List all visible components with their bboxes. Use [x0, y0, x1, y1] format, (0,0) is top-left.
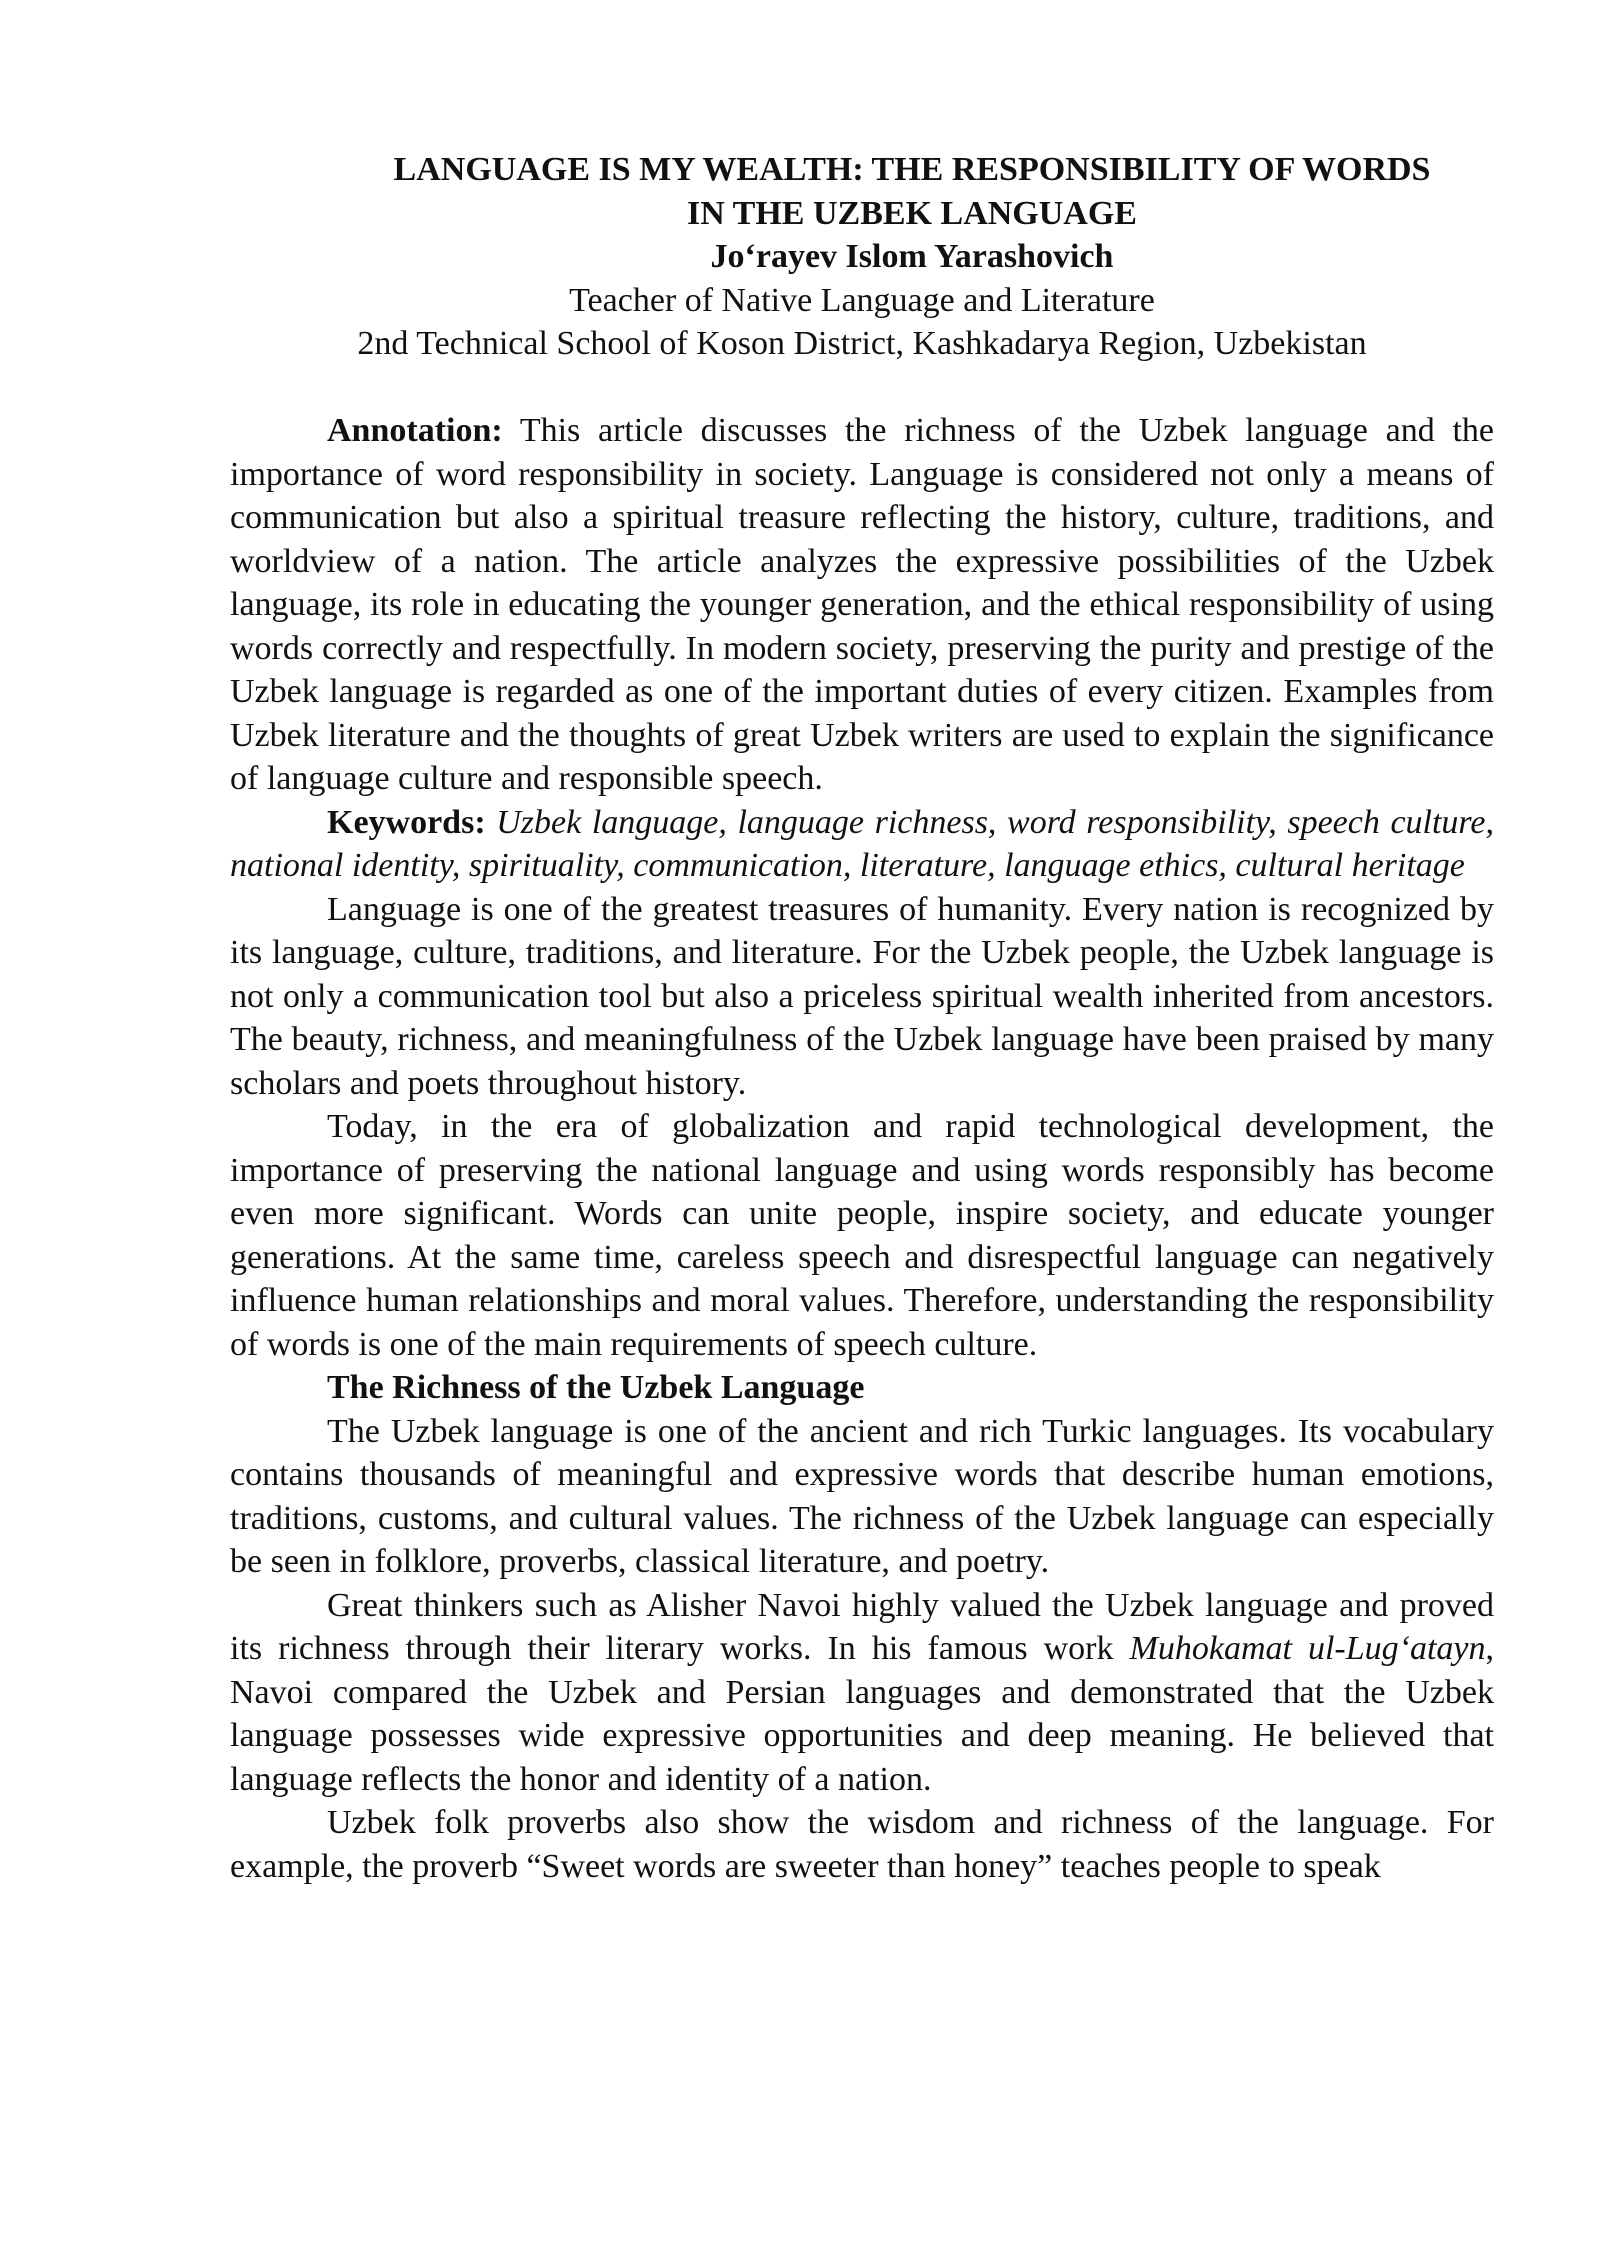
section-paragraph [230, 1584, 1494, 1802]
title-line: IN THE UZBEK LANGUAGE [687, 194, 1137, 232]
section-paragraph: Uzbek folk proverbs also show the wisdom and richness of the language. For example, the proverb “Sweet words are sweeter than honey” teaches people to speak [230, 1804, 1494, 1885]
paper-title [330, 148, 1494, 235]
author-name: Jo‘rayev Islom Yarashovich [710, 238, 1114, 275]
paragraph-text: Great thinkers such as Alisher Navoi highly valued the Uzbek language and proved its richness through their literary works. In his famous work [230, 1586, 1494, 1667]
author-position: Teacher of Native Language and Literature [569, 281, 1155, 319]
title-line: LANGUAGE IS MY WEALTH: THE RESPONSIBILITY OF WORDS [393, 151, 1431, 188]
section-heading: The Richness of the Uzbek Language [327, 1369, 865, 1406]
keywords-paragraph [230, 801, 1494, 888]
keywords-label: Keywords: [327, 803, 486, 841]
annotation-paragraph [230, 409, 1494, 801]
annotation-text: This article discusses the richness of the Uzbek language and the importance of word responsibility in society. Language is considered not only a means of communication but also a spiritual treasure reflecting the history, culture, traditions, and worldview of a nation. The article analyzes the expressive possibilities of the Uzbek language, its role in educating the younger generation, and the ethical responsibility of using words correctly and respectfully. In modern society, preserving the purity and prestige of the Uzbek language is regarded as one of the important duties of every citizen. Examples from Uzbek literature and the thoughts of great Uzbek writers are used to explain the significance of language culture and responsible speech. [230, 412, 1494, 797]
work-title: Muhokamat ul-Lug‘atayn [1129, 1630, 1486, 1667]
spacer [230, 366, 1494, 410]
intro-paragraph: Language is one of the greatest treasures of humanity. Every nation is recognized by its language, culture, traditions, and literature. For the Uzbek people, the Uzbek language is not only a communication tool but also a priceless spiritual wealth inherited from ancestors. The beauty, richness, and meaningfulness of the Uzbek language have been praised by many scholars and poets throughout history. [230, 890, 1494, 1102]
annotation-label: Annotation: [327, 412, 503, 449]
intro-paragraph: Today, in the era of globalization and rapid technological development, the importance of preserving the national language and using words responsibly has become even more significant. Words can unite people, inspire society, and educate younger generations. At the same time, careless speech and disrespectful language can negatively influence human relationships and moral values. Therefore, understanding the responsibility of words is one of the main requirements of speech culture. [230, 1108, 1494, 1363]
section-paragraph: The Uzbek language is one of the ancient and rich Turkic languages. Its vocabulary contains thousands of meaningful and expressive words that describe human emotions, traditions, customs, and cultural values. The richness of the Uzbek language can especially be seen in folklore, proverbs, classical literature, and poetry. [230, 1412, 1494, 1580]
keywords-text: Uzbek language, language richness, word responsibility, speech culture, national identity, spirituality, communication, literature, language ethics, cultural heritage [230, 803, 1494, 884]
paper-page [230, 148, 1494, 1888]
author-institution: 2nd Technical School of Koson District, Kashkadarya Region, Uzbekistan [357, 325, 1367, 362]
paragraph-text: , Navoi compared the Uzbek and Persian languages and demonstrated that the Uzbek language possesses wide expressive opportunities and deep meaning. He believed that language reflects the honor and identity of a nation. [230, 1630, 1494, 1798]
